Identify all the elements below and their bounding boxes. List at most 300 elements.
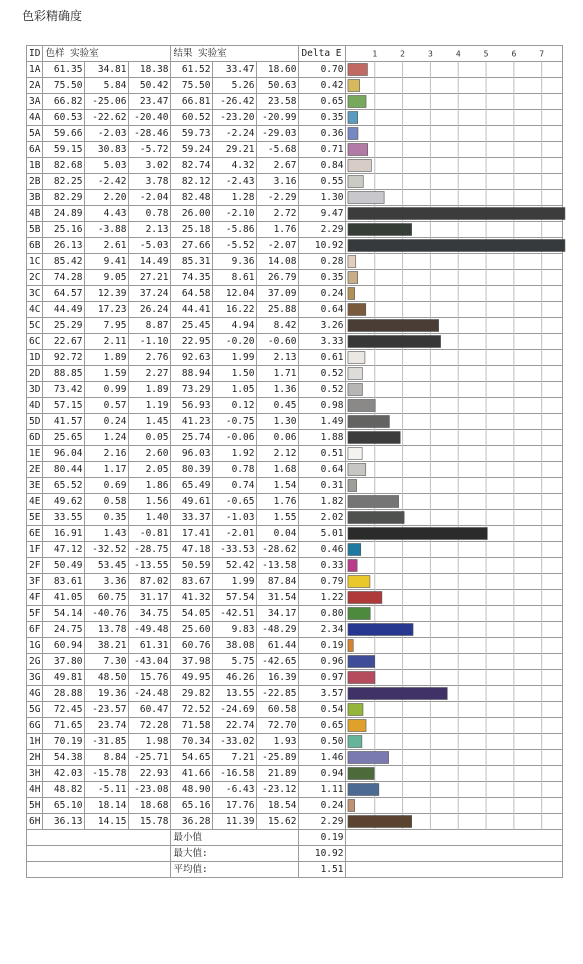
measured-a: 7.21 <box>213 750 257 766</box>
target-a: -5.11 <box>85 782 129 798</box>
delta-e-value: 1.49 <box>299 414 346 430</box>
target-a: 2.20 <box>85 190 129 206</box>
delta-e-value: 0.80 <box>299 606 346 622</box>
bar-3G <box>348 672 375 684</box>
bar-1D <box>348 352 365 364</box>
row-id: 2E <box>27 462 43 478</box>
target-a: 2.16 <box>85 446 129 462</box>
bar-3C <box>348 288 355 300</box>
measured-L: 64.58 <box>171 286 213 302</box>
measured-L: 49.95 <box>171 670 213 686</box>
measured-a: -2.01 <box>213 526 257 542</box>
measured-a: 29.21 <box>213 142 257 158</box>
row-id: 6E <box>27 526 43 542</box>
measured-b: 0.06 <box>257 430 299 446</box>
bar-2A <box>348 80 360 92</box>
target-a: 53.45 <box>85 558 129 574</box>
row-id: 3C <box>27 286 43 302</box>
target-b: 3.78 <box>129 174 171 190</box>
target-b: 27.21 <box>129 270 171 286</box>
delta-e-value: 0.51 <box>299 446 346 462</box>
measured-L: 25.18 <box>171 222 213 238</box>
measured-L: 73.29 <box>171 382 213 398</box>
target-b: -28.75 <box>129 542 171 558</box>
target-a: 0.69 <box>85 478 129 494</box>
bar-6A <box>348 144 368 156</box>
target-L: 37.80 <box>43 654 85 670</box>
measured-L: 83.67 <box>171 574 213 590</box>
measured-b: 31.54 <box>257 590 299 606</box>
bar-1C <box>348 256 356 268</box>
bar-3F <box>348 576 370 588</box>
delta-e-value: 2.29 <box>299 222 346 238</box>
measured-L: 70.34 <box>171 734 213 750</box>
x-tick-label: 1 <box>372 49 378 59</box>
delta-e-value: 0.50 <box>299 734 346 750</box>
measured-a: 4.32 <box>213 158 257 174</box>
measured-L: 60.52 <box>171 110 213 126</box>
measured-b: 1.68 <box>257 462 299 478</box>
x-tick-label: 6 <box>511 49 517 59</box>
measured-L: 41.32 <box>171 590 213 606</box>
measured-b: 1.76 <box>257 222 299 238</box>
bar-1A <box>348 64 367 76</box>
measured-a: -2.43 <box>213 174 257 190</box>
row-id: 1F <box>27 542 43 558</box>
target-L: 65.52 <box>43 478 85 494</box>
row-id: 1D <box>27 350 43 366</box>
row-id: 1H <box>27 734 43 750</box>
target-L: 47.12 <box>43 542 85 558</box>
measured-b: -23.12 <box>257 782 299 798</box>
target-b: 22.93 <box>129 766 171 782</box>
target-b: 2.76 <box>129 350 171 366</box>
row-id: 5F <box>27 606 43 622</box>
measured-L: 25.60 <box>171 622 213 638</box>
target-a: -3.88 <box>85 222 129 238</box>
measured-b: 1.55 <box>257 510 299 526</box>
measured-a: 4.94 <box>213 318 257 334</box>
measured-L: 82.48 <box>171 190 213 206</box>
bar-5H <box>348 800 355 812</box>
target-L: 59.66 <box>43 126 85 142</box>
measured-a: -26.42 <box>213 94 257 110</box>
measured-L: 72.52 <box>171 702 213 718</box>
bar-2C <box>348 272 358 284</box>
row-id: 5H <box>27 798 43 814</box>
delta-e-value: 0.42 <box>299 78 346 94</box>
bar-5F <box>348 608 370 620</box>
measured-a: -2.10 <box>213 206 257 222</box>
delta-e-value: 1.46 <box>299 750 346 766</box>
delta-e-value: 0.19 <box>299 638 346 654</box>
measured-a: 17.76 <box>213 798 257 814</box>
summary-label: 最大值: <box>171 846 299 862</box>
row-id: 6F <box>27 622 43 638</box>
target-a: -2.03 <box>85 126 129 142</box>
row-id: 5E <box>27 510 43 526</box>
measured-b: -28.62 <box>257 542 299 558</box>
target-L: 25.65 <box>43 430 85 446</box>
delta-e-value: 1.22 <box>299 590 346 606</box>
target-L: 82.29 <box>43 190 85 206</box>
target-a: 34.81 <box>85 62 129 78</box>
delta-e-value: 3.26 <box>299 318 346 334</box>
delta-e-value: 0.64 <box>299 462 346 478</box>
row-id: 3H <box>27 766 43 782</box>
measured-L: 82.12 <box>171 174 213 190</box>
measured-a: -16.58 <box>213 766 257 782</box>
target-b: -24.48 <box>129 686 171 702</box>
measured-a: 57.54 <box>213 590 257 606</box>
target-L: 85.42 <box>43 254 85 270</box>
target-a: 23.74 <box>85 718 129 734</box>
delta-e-value: 0.54 <box>299 702 346 718</box>
measured-a: 9.36 <box>213 254 257 270</box>
measured-a: 1.92 <box>213 446 257 462</box>
measured-b: -29.03 <box>257 126 299 142</box>
x-tick-label: 5 <box>483 49 489 59</box>
measured-L: 61.52 <box>171 62 213 78</box>
target-b: -2.04 <box>129 190 171 206</box>
target-L: 70.19 <box>43 734 85 750</box>
row-id: 2G <box>27 654 43 670</box>
measured-a: 11.39 <box>213 814 257 830</box>
measured-a: -2.24 <box>213 126 257 142</box>
target-a: 18.14 <box>85 798 129 814</box>
measured-b: 2.67 <box>257 158 299 174</box>
target-b: 61.31 <box>129 638 171 654</box>
target-b: -20.40 <box>129 110 171 126</box>
target-b: 18.38 <box>129 62 171 78</box>
row-id: 5A <box>27 126 43 142</box>
row-id: 4E <box>27 494 43 510</box>
target-L: 80.44 <box>43 462 85 478</box>
measured-a: 33.47 <box>213 62 257 78</box>
row-id: 3G <box>27 670 43 686</box>
measured-a: 46.26 <box>213 670 257 686</box>
target-a: -40.76 <box>85 606 129 622</box>
target-L: 28.88 <box>43 686 85 702</box>
delta-e-value: 0.96 <box>299 654 346 670</box>
measured-b: 61.44 <box>257 638 299 654</box>
measured-L: 85.31 <box>171 254 213 270</box>
target-b: 2.05 <box>129 462 171 478</box>
row-id: 6A <box>27 142 43 158</box>
delta-e-value: 0.94 <box>299 766 346 782</box>
bar-3H <box>348 768 374 780</box>
bar-2D <box>348 368 362 380</box>
row-id: 4C <box>27 302 43 318</box>
target-L: 36.13 <box>43 814 85 830</box>
delta-e-value: 0.24 <box>299 286 346 302</box>
target-b: 1.86 <box>129 478 171 494</box>
target-L: 44.49 <box>43 302 85 318</box>
target-L: 50.49 <box>43 558 85 574</box>
delta-e-value: 1.88 <box>299 430 346 446</box>
bar-1H <box>348 736 362 748</box>
measured-b: -25.89 <box>257 750 299 766</box>
bar-5E <box>348 512 404 524</box>
bar-1F <box>348 544 361 556</box>
row-id: 3A <box>27 94 43 110</box>
delta-e-value: 0.61 <box>299 350 346 366</box>
target-a: 48.50 <box>85 670 129 686</box>
measured-a: 52.42 <box>213 558 257 574</box>
measured-b: 1.71 <box>257 366 299 382</box>
bar-2B <box>348 176 363 188</box>
target-a: 0.58 <box>85 494 129 510</box>
measured-a: 38.08 <box>213 638 257 654</box>
measured-a: 12.04 <box>213 286 257 302</box>
measured-L: 25.74 <box>171 430 213 446</box>
measured-b: -42.65 <box>257 654 299 670</box>
measured-b: 34.17 <box>257 606 299 622</box>
measured-a: 13.55 <box>213 686 257 702</box>
measured-a: -0.06 <box>213 430 257 446</box>
row-id: 4D <box>27 398 43 414</box>
target-a: 17.23 <box>85 302 129 318</box>
measured-a: -33.53 <box>213 542 257 558</box>
measured-b: 18.54 <box>257 798 299 814</box>
target-L: 57.15 <box>43 398 85 414</box>
bar-3E <box>348 480 357 492</box>
x-tick-label: 4 <box>455 49 461 59</box>
row-id: 1C <box>27 254 43 270</box>
bar-2F <box>348 560 357 572</box>
bar-6D <box>348 432 400 444</box>
bar-5A <box>348 128 358 140</box>
measured-b: 23.58 <box>257 94 299 110</box>
row-id: 5G <box>27 702 43 718</box>
target-a: 1.43 <box>85 526 129 542</box>
target-L: 33.55 <box>43 510 85 526</box>
bar-5C <box>348 320 439 332</box>
row-id: 1E <box>27 446 43 462</box>
target-b: 15.76 <box>129 670 171 686</box>
target-b: 87.02 <box>129 574 171 590</box>
bar-6G <box>348 720 366 732</box>
target-b: -13.55 <box>129 558 171 574</box>
measured-L: 47.18 <box>171 542 213 558</box>
target-b: 1.56 <box>129 494 171 510</box>
delta-e-value: 10.92 <box>299 238 346 254</box>
target-b: 1.40 <box>129 510 171 526</box>
row-id: 5C <box>27 318 43 334</box>
measured-b: 0.04 <box>257 526 299 542</box>
measured-a: 22.74 <box>213 718 257 734</box>
row-id: 5B <box>27 222 43 238</box>
delta-e-value: 0.52 <box>299 366 346 382</box>
measured-a: 8.61 <box>213 270 257 286</box>
measured-b: 18.60 <box>257 62 299 78</box>
target-a: -23.57 <box>85 702 129 718</box>
bar-1E <box>348 448 362 460</box>
row-id: 2A <box>27 78 43 94</box>
row-id: 4H <box>27 782 43 798</box>
target-b: 8.87 <box>129 318 171 334</box>
target-a: -2.42 <box>85 174 129 190</box>
summary-value: 1.51 <box>299 862 346 878</box>
measured-L: 37.98 <box>171 654 213 670</box>
header-target-lab: 色样 实验室 <box>43 46 171 62</box>
bar-2G <box>348 656 375 668</box>
header-id: ID <box>27 46 43 62</box>
bar-6E <box>348 528 487 540</box>
target-a: 4.43 <box>85 206 129 222</box>
target-L: 88.85 <box>43 366 85 382</box>
target-L: 41.05 <box>43 590 85 606</box>
bar-3D <box>348 384 362 396</box>
target-a: 1.89 <box>85 350 129 366</box>
measured-L: 60.76 <box>171 638 213 654</box>
target-a: 2.61 <box>85 238 129 254</box>
measured-a: 16.22 <box>213 302 257 318</box>
measured-a: 0.12 <box>213 398 257 414</box>
target-L: 83.61 <box>43 574 85 590</box>
target-b: 2.60 <box>129 446 171 462</box>
target-a: 1.24 <box>85 430 129 446</box>
measured-a: 9.83 <box>213 622 257 638</box>
target-b: 72.28 <box>129 718 171 734</box>
measured-L: 59.24 <box>171 142 213 158</box>
measured-L: 27.66 <box>171 238 213 254</box>
target-L: 72.45 <box>43 702 85 718</box>
delta-e-value: 0.24 <box>299 798 346 814</box>
delta-e-value: 0.70 <box>299 62 346 78</box>
measured-b: 25.88 <box>257 302 299 318</box>
measured-L: 65.16 <box>171 798 213 814</box>
bar-4H <box>348 784 379 796</box>
measured-b: 26.79 <box>257 270 299 286</box>
bar-3A <box>348 96 366 108</box>
target-L: 24.89 <box>43 206 85 222</box>
measured-L: 22.95 <box>171 334 213 350</box>
delta-e-value: 5.01 <box>299 526 346 542</box>
target-b: 2.27 <box>129 366 171 382</box>
delta-e-value: 0.84 <box>299 158 346 174</box>
target-a: 8.84 <box>85 750 129 766</box>
target-L: 73.42 <box>43 382 85 398</box>
target-a: 19.36 <box>85 686 129 702</box>
measured-L: 56.93 <box>171 398 213 414</box>
target-L: 65.10 <box>43 798 85 814</box>
delta-e-value: 0.33 <box>299 558 346 574</box>
target-b: 37.24 <box>129 286 171 302</box>
measured-a: 5.75 <box>213 654 257 670</box>
target-b: 1.98 <box>129 734 171 750</box>
target-L: 64.57 <box>43 286 85 302</box>
target-b: -5.03 <box>129 238 171 254</box>
measured-b: 8.42 <box>257 318 299 334</box>
target-a: 7.95 <box>85 318 129 334</box>
target-a: 5.03 <box>85 158 129 174</box>
target-L: 61.35 <box>43 62 85 78</box>
target-L: 71.65 <box>43 718 85 734</box>
summary-label: 平均值: <box>171 862 299 878</box>
measured-b: 72.70 <box>257 718 299 734</box>
bar-6F <box>348 624 413 636</box>
measured-a: 1.05 <box>213 382 257 398</box>
measured-L: 49.61 <box>171 494 213 510</box>
measured-a: 1.99 <box>213 574 257 590</box>
target-b: 23.47 <box>129 94 171 110</box>
delta-e-value: 0.46 <box>299 542 346 558</box>
target-L: 49.81 <box>43 670 85 686</box>
row-id: 1G <box>27 638 43 654</box>
target-a: 0.99 <box>85 382 129 398</box>
target-L: 25.29 <box>43 318 85 334</box>
target-a: -15.78 <box>85 766 129 782</box>
delta-e-value: 0.71 <box>299 142 346 158</box>
measured-b: 1.30 <box>257 414 299 430</box>
target-L: 25.16 <box>43 222 85 238</box>
x-tick-label: 3 <box>428 49 433 59</box>
target-b: 2.13 <box>129 222 171 238</box>
measured-b: -5.68 <box>257 142 299 158</box>
measured-a: 5.26 <box>213 78 257 94</box>
bar-4A <box>348 112 358 124</box>
target-a: -25.06 <box>85 94 129 110</box>
row-id: 4B <box>27 206 43 222</box>
bar-5B <box>348 224 412 236</box>
row-id: 6G <box>27 718 43 734</box>
measured-b: -20.99 <box>257 110 299 126</box>
target-b: 0.05 <box>129 430 171 446</box>
measured-a: -33.02 <box>213 734 257 750</box>
bar-6H <box>348 816 412 828</box>
measured-b: 1.76 <box>257 494 299 510</box>
target-b: -25.71 <box>129 750 171 766</box>
delta-e-value: 1.11 <box>299 782 346 798</box>
measured-L: 50.59 <box>171 558 213 574</box>
delta-e-value: 1.82 <box>299 494 346 510</box>
target-L: 60.53 <box>43 110 85 126</box>
bar-6B <box>348 240 565 252</box>
measured-L: 41.23 <box>171 414 213 430</box>
summary-value: 0.19 <box>299 830 346 846</box>
target-a: 14.15 <box>85 814 129 830</box>
row-id: 3E <box>27 478 43 494</box>
row-id: 3F <box>27 574 43 590</box>
target-b: -28.46 <box>129 126 171 142</box>
target-L: 66.82 <box>43 94 85 110</box>
measured-L: 59.73 <box>171 126 213 142</box>
delta-e-value: 0.52 <box>299 382 346 398</box>
measured-b: 2.72 <box>257 206 299 222</box>
delta-e-value: 0.35 <box>299 110 346 126</box>
measured-a: -1.03 <box>213 510 257 526</box>
target-L: 48.82 <box>43 782 85 798</box>
target-a: 30.83 <box>85 142 129 158</box>
target-b: -1.10 <box>129 334 171 350</box>
delta-e-value: 3.33 <box>299 334 346 350</box>
target-L: 16.91 <box>43 526 85 542</box>
delta-e-value: 1.30 <box>299 190 346 206</box>
page-title: 色彩精确度 <box>22 9 83 23</box>
measured-a: -6.43 <box>213 782 257 798</box>
target-b: 14.49 <box>129 254 171 270</box>
target-a: 0.24 <box>85 414 129 430</box>
target-a: 5.84 <box>85 78 129 94</box>
row-id: 4A <box>27 110 43 126</box>
measured-L: 82.74 <box>171 158 213 174</box>
target-L: 74.28 <box>43 270 85 286</box>
measured-L: 74.35 <box>171 270 213 286</box>
target-L: 54.14 <box>43 606 85 622</box>
measured-L: 44.41 <box>171 302 213 318</box>
target-b: 3.02 <box>129 158 171 174</box>
